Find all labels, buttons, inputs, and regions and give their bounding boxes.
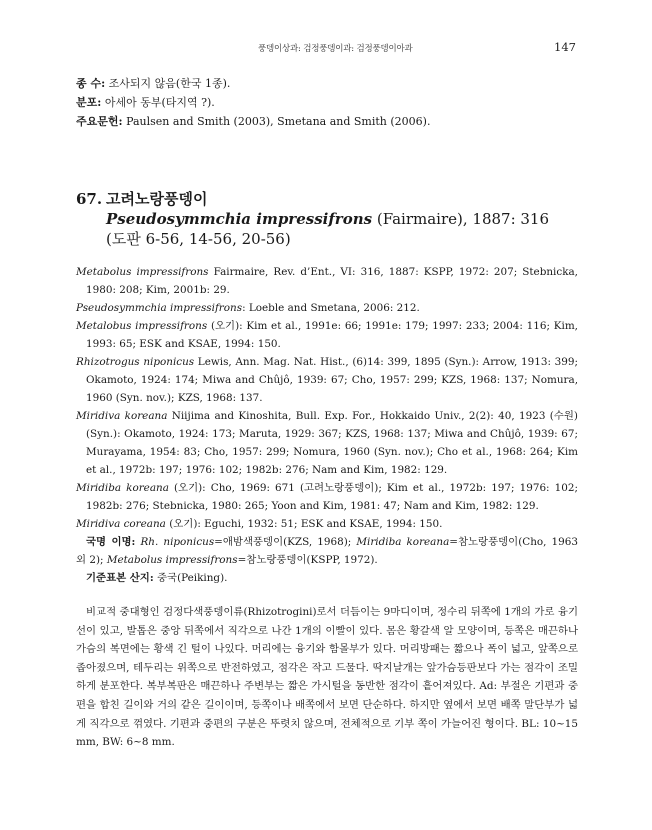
species-description: 비교적 중대형인 검정다색풍뎅이류(Rhizotrogini)로서 더듬이는 9마디이며, 정수리 뒤쪽에 1개의 가로 융기선이 있고, 발톱은 중앙 뒤쪽에서 직각으로 나간 1개의 이빨이 있다. 몸은 황갈색 알 모양이며, 등쪽은 매끈하나 가슴의 복면에는 황색 긴 털이 나있다. 머리에는 융기와 함몰부가 있다. 머리방패는 짧으나 폭이 넓고, 앞쪽으로 좁아졌으며, 테두리는 위쪽으로 반전하였고, 점각은 작고 드물다. 딱지날개는 앞가슴등판보다 가는 점각이 조밀하게 분포한다. 복부복판은 매끈하나 주변부는 짧은 가시털을 동반한 점각이 흩어져있다. Ad: 부절은 기편과 중편을 합친 길이와 거의 같은 길이이며, 등쪽이나 배쪽에서 보면 단순하다. 하지만 옆에서 보면 배쪽 말단부가 넓게 직각으로 꺾였다. 기편과 중편의 구분은 뚜렷치 않으며, 전체적으로 기부 쪽이 가늘어진 형이다. BL: 10~15 mm, BW: 6~8 mm. <box>76 606 578 749</box>
distribution-line: 분포: 아세아 동부(타지역 ?). <box>76 96 215 109</box>
synonym-name: Miridiva coreana <box>76 518 166 530</box>
synonym-entry <box>76 299 578 317</box>
synonym-entry <box>76 479 578 515</box>
kname-text-1: =애밤색풍뎅이(KZS, 1968); <box>214 536 352 548</box>
species-count-value: 조사되지 않음(한국 1종). <box>108 77 231 90</box>
synonym-list <box>76 263 578 533</box>
species-authority: (Fairmaire), 1887: 316 <box>376 210 550 228</box>
kname-scientific-1: Rh. niponicus <box>140 536 215 548</box>
synonym-name: Metabolus impressifrons <box>76 266 209 278</box>
running-head: 풍뎅이상과: 검정풍뎅이과: 검정풍뎅이아과 <box>258 44 413 54</box>
synonym-citation: (오기): Eguchi, 1932: 51; ESK and KSAE, 1994: 150. <box>169 518 443 530</box>
synonym-citation: (오기): Kim et al., 1991e: 66; 1991e: 179; 1997: 233; 2004: 116; Kim, 1993: 65; ESK and KSAE, 1994: 150. <box>86 320 578 350</box>
species-title <box>76 189 578 249</box>
type-locality-value: 중국(Peiking). <box>157 572 228 584</box>
synonym-name: Rhizotrogus niponicus <box>76 356 195 368</box>
synonym-entry <box>76 263 578 299</box>
synonym-citation: : Loeble and Smetana, 2006: 212. <box>242 302 420 314</box>
species-plates: (도판 6-56, 14-56, 20-56) <box>106 230 291 248</box>
synonym-name: Pseudosymmchia impressifrons <box>76 302 243 314</box>
page-number: 147 <box>554 40 576 54</box>
page-content <box>76 74 578 752</box>
type-locality: 기준표본 산지: 중국(Peiking). <box>76 569 578 587</box>
korean-name-label: 국명 이명 <box>86 536 132 548</box>
synonym-citation: (오기): Cho, 1969: 671 (고려노랑풍뎅이); Kim et al., 1972b: 197; 1976: 102; 1982b: 276; Stebnicka, 1980: 265; Yoon and Kim, 1981: 47; Nam and Kim, 1982: 129. <box>86 482 578 512</box>
synonym-citation: Fairmaire, Rev. d’Ent., VI: 316, 1887: KSPP, 1972: 207; Stebnicka, 1980: 208; Kim, 2001b: 29. <box>86 266 578 296</box>
synonym-entry <box>76 353 578 407</box>
references-value: Paulsen and Smith (2003), Smetana and Smith (2006). <box>126 115 431 128</box>
species-count-line: 종 수: 조사되지 않음(한국 1종). <box>76 77 231 90</box>
synonym-name: Miridiva koreana <box>76 410 168 422</box>
kname-text-2: =참노랑풍뎅이(Cho, 1963 외 2); <box>76 536 578 566</box>
synonym-entry <box>76 407 578 479</box>
synonym-entry <box>76 515 578 533</box>
type-locality-label: 기준표본 산지 <box>86 572 150 584</box>
synonym-entry <box>76 317 578 353</box>
synonym-name: Metalobus impressifrons <box>76 320 208 332</box>
synonym-citation: Niijima and Kinoshita, Bull. Exp. For., Hokkaido Univ., 2(2): 40, 1923 (수원)(Syn.): Okamoto, 1924: 173; Maruta, 1929: 367; KZS, 1968: 137; Miwa and Chûjô, 1939: 67; Murayama, 1954: 83; Cho, 1957: 299; Nomura, 1960 (Syn. nov.); Cho et al., 1968: 264; Kim et al., 1972b: 197; 1976: 102; 1982b: 276; Nam and Kim, 1982: 129. <box>86 410 578 476</box>
kname-scientific-3: Metabolus impressifrons <box>106 554 238 566</box>
species-korean-name: 고려노랑풍뎅이 <box>106 190 208 208</box>
references-line: 주요문헌: Paulsen and Smith (2003), Smetana and Smith (2006). <box>76 115 431 128</box>
page-header <box>0 42 652 58</box>
kname-text-3: =참노랑풍뎅이(KSPP, 1972). <box>237 554 378 566</box>
korean-name-synonyms: 국명 이명: Rh. niponicus=애밤색풍뎅이(KZS, 1968); Miridiba koreana=참노랑풍뎅이(Cho, 1963 외 2); Metabolus impressifrons=참노랑풍뎅이(KSPP, 1972). <box>76 536 578 566</box>
distribution-value: 아세아 동부(타지역 ?). <box>104 96 215 109</box>
kname-scientific-2: Miridiba koreana <box>356 536 450 548</box>
references-label: 주요문헌 <box>76 115 119 128</box>
species-number: 67. <box>76 190 103 208</box>
distribution-label: 분포 <box>76 96 98 109</box>
species-count-label: 종 수 <box>76 77 102 90</box>
genus-meta <box>76 74 578 131</box>
species-scientific-name: Pseudosymmchia impressifrons <box>106 210 373 228</box>
synonym-citation: Lewis, Ann. Mag. Nat. Hist., (6)14: 399, 1895 (Syn.): Arrow, 1913: 399; Okamoto, 1924: 174; Miwa and Chûjô, 1939: 67; Cho, 1957: 299; KZS, 1968: 137; Nomura, 1960 (Syn. nov.); KZS, 1968: 137. <box>86 356 578 404</box>
synonym-name: Miridiba koreana <box>76 482 169 494</box>
